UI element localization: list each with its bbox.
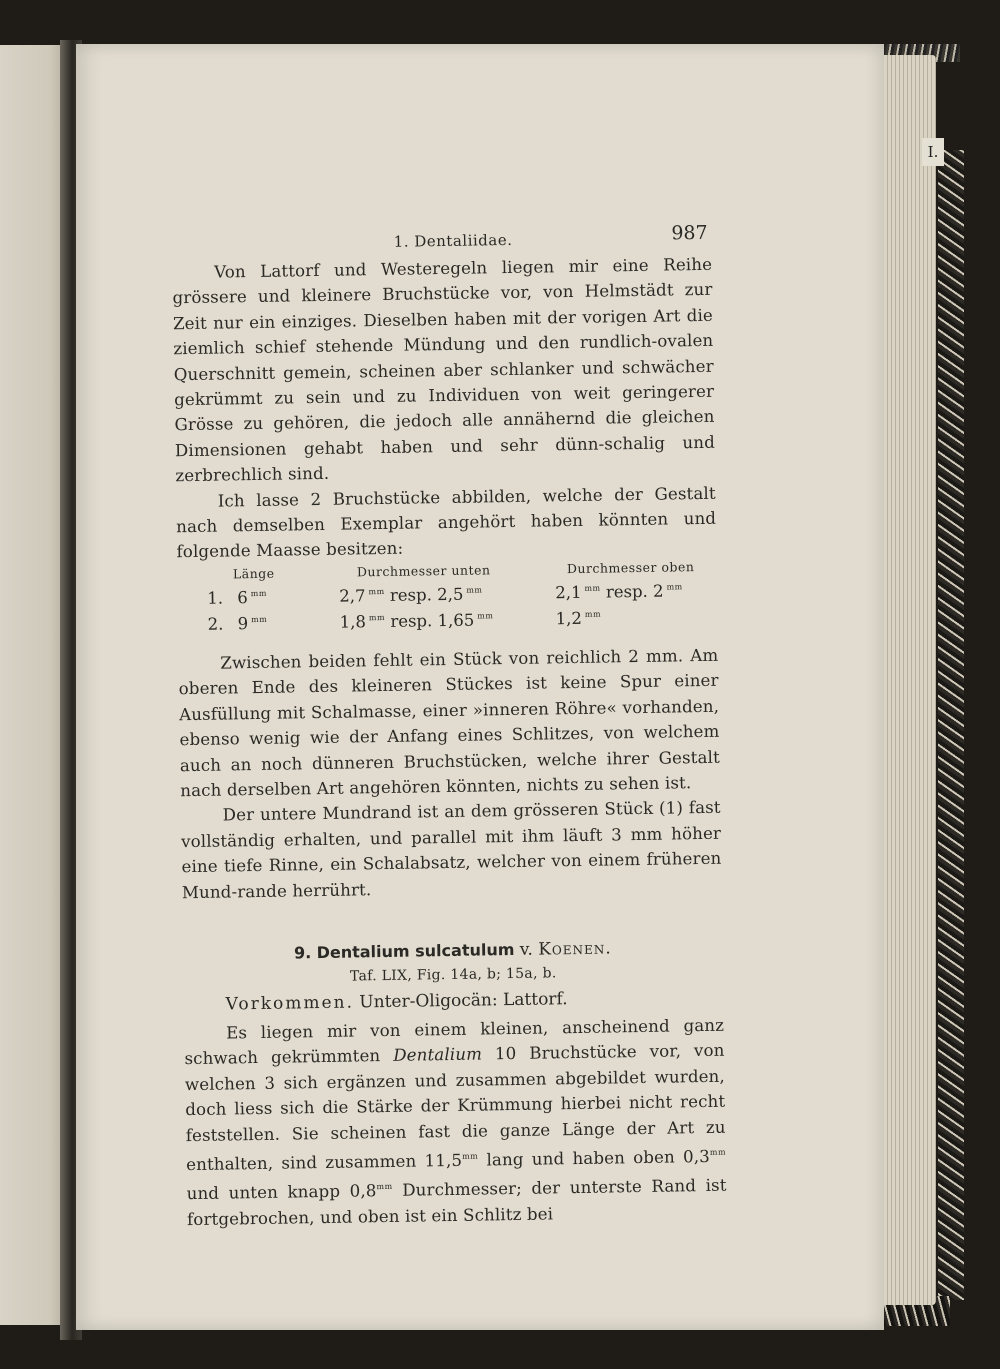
- species-name: Dentalium sulcatulum: [316, 939, 515, 963]
- paragraph-4: Der untere Mundrand ist an dem grösseren Stück (1) fast vollständig erhalten, und parallel mit ihm läuft 3 mm höher eine tiefe Rinne, ein Schalabsatz, welcher von einem früheren Mund-rande herrührt.: [180, 798, 722, 902]
- genus-italic: Dentalium: [393, 1044, 483, 1066]
- row-2-number: 2.: [207, 614, 224, 634]
- col-header-length: Länge: [232, 565, 275, 582]
- author-prefix: v.: [519, 939, 534, 960]
- row-1-length: 6 $^{mm}$: [237, 587, 267, 608]
- occurrence-value: Unter-Oligocän: Lattorf.: [359, 989, 568, 1013]
- running-title: 1. Dentaliidae.: [393, 230, 513, 251]
- section-number: 9.: [293, 943, 312, 963]
- paragraph-5: Es liegen mir von einem kleinen, anscheinend ganz schwach gekrümmten Dentalium 10 Bruchstücke vor, von welchen 3 sich ergänzen und zusammen abgebildet wurden, doch liess sich die Stärke der Krümmung hierbei nicht recht feststellen. Sie scheinen fast die ganze Länge der Art zu enthalten, sind zusammen $11,5^{mm}$ lang und haben oben $0,3^{mm}$ und unten knapp $0,8^{mm}$ Durchmesser; der unterste Rand ist fortgebrochen, und oben ist ein Schlitz bei: [184, 1015, 727, 1229]
- occurrence-label: Vorkommen.: [225, 992, 355, 1015]
- species-author: Koenen.: [538, 938, 612, 960]
- section-title: [183, 937, 723, 965]
- col-header-diam-top: Durchmesser oben: [566, 558, 695, 576]
- paragraph-1: Von Lattorf und Westeregeln liegen mir eine Reihe grössere und kleinere Bruchstücke vor, von Helmstädt zur Zeit nur ein einziges. Dieselben haben mit der vorigen Art die ziemlich schief stehende Mündung und den rundlich-ovalen Querschnitt gemein, scheinen aber schlanker und schwächer gekrümmt zu sein und zu Individuen von weit geringerer Grösse zu gehören, die jedoch alle annähernd die gleichen Dimensionen gehabt haben und sehr dünn-schalig und zerbrechlich sind.: [172, 254, 716, 486]
- row-1-number: 1.: [207, 588, 224, 608]
- plate-reference: Taf. LIX, Fig. 14a, b; 15a, b.: [349, 965, 557, 985]
- side-tab: I.: [922, 138, 944, 166]
- paragraph-3: Zwischen beiden fehlt ein Stück von reichlich 2 mm. Am oberen Ende des kleineren Stückes ist keine Spur einer Ausfüllung mit Schalmasse, einer »inneren Röhre« vorhanden, ebenso wenig wie der Anfang eines Schlitzes, von welchem auch an noch dünneren Bruchstücken, welche ihrer Gestalt nach derselben Art angehören könnten, nichts zu sehen ist.: [178, 645, 720, 801]
- cover-edge-right: [938, 150, 964, 1300]
- text-block: [172, 221, 727, 1229]
- row-2-diam-bottom: 1,8 $^{mm}$ resp. 1,65 $^{mm}$: [339, 610, 494, 632]
- row-1-diam-bottom: 2,7 $^{mm}$ resp. 2,5 $^{mm}$: [339, 584, 483, 606]
- row-2-length: 9 $^{mm}$: [237, 613, 268, 634]
- page-number: 987: [671, 221, 708, 245]
- row-2-diam-top: 1,2 $^{mm}$: [555, 608, 602, 629]
- occurrence-line: [184, 987, 724, 1015]
- row-1-diam-top: 2,1 $^{mm}$ resp. 2 $^{mm}$: [555, 581, 683, 603]
- page-stack: [876, 55, 936, 1305]
- measurement-table: [177, 559, 718, 643]
- paragraph-2: Ich lasse 2 Bruchstücke abbilden, welche der Gestalt nach demselben Exemplar angehört haben könnten und folgende Maasse besitzen:: [176, 483, 717, 562]
- col-header-diam-bottom: Durchmesser unten: [356, 562, 491, 580]
